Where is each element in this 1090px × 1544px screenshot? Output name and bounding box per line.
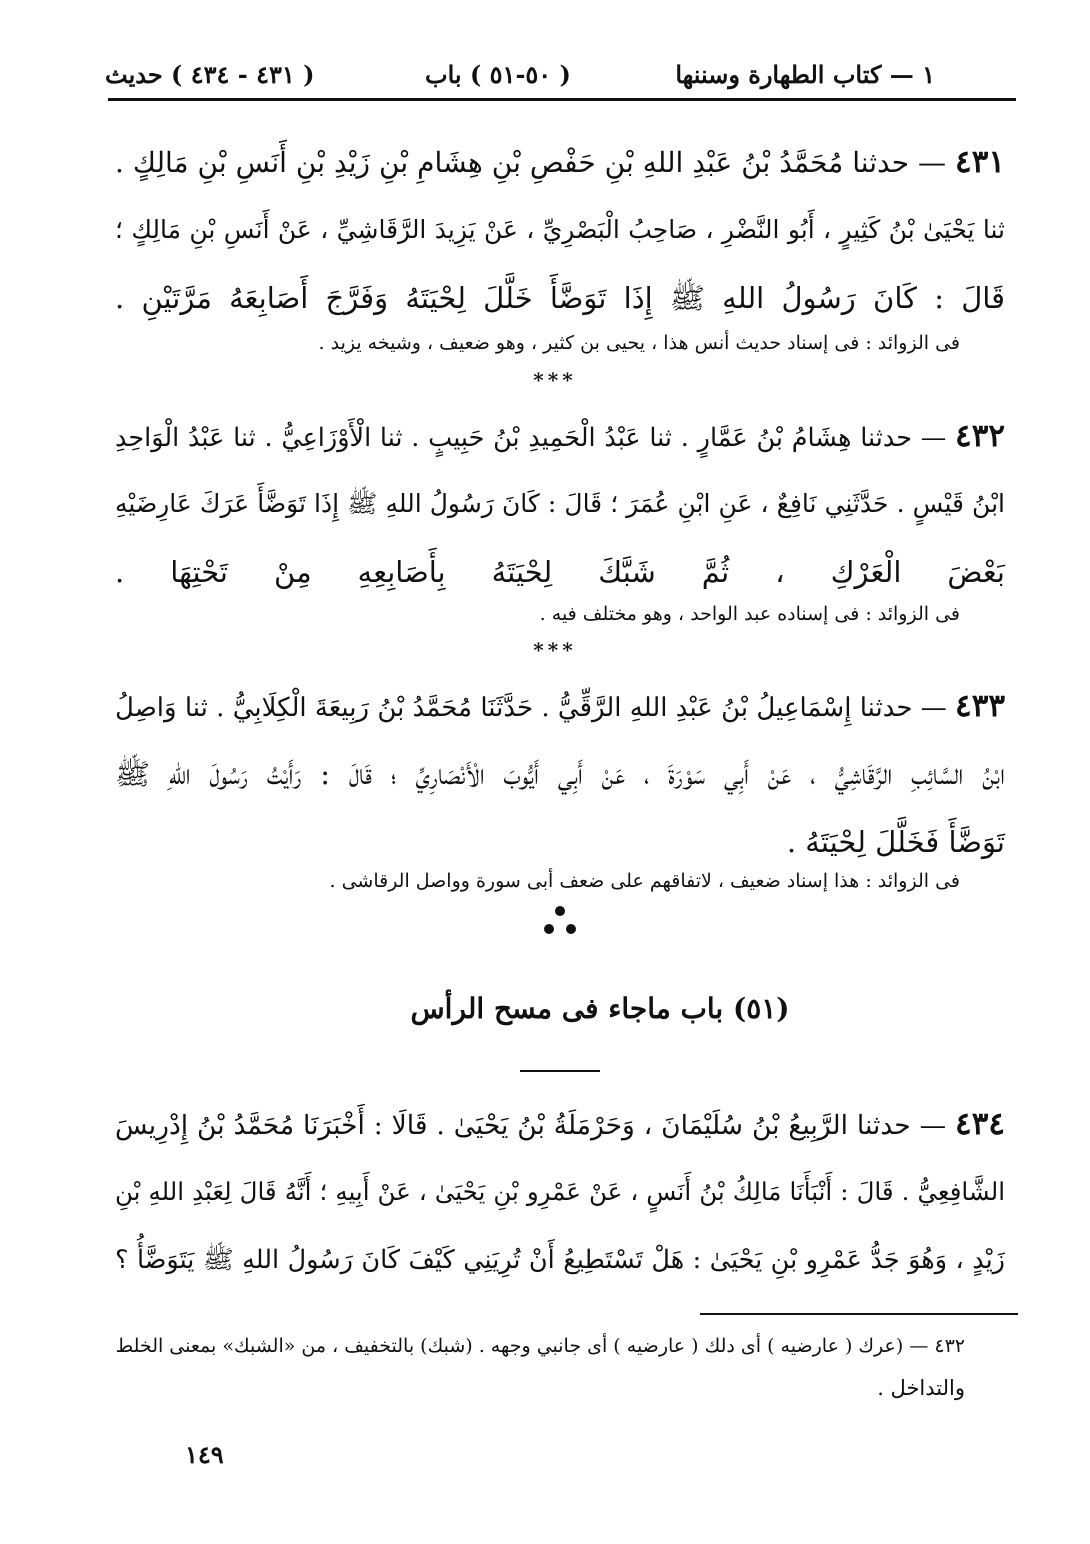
hadith-number: ٤٣١ — [955, 144, 1005, 180]
hadith-line: — حدثنا إِسْمَاعِيلُ بْنُ عَبْدِ اللهِ الرَّقِّيُّ . حَدَّثَنَا مُحَمَّدُ بْنُ رَبِيعَةَ الْكِلَابِيُّ . ثنا وَاصِلُ — [115, 693, 947, 723]
hadith-432 — [115, 402, 1005, 606]
hadith-line: — حدثنا هِشَامُ بْنُ عَمَّارٍ . ثنا عَبْدُ الْحَمِيدِ بْنُ حَبِيبٍ . ثنا الْأَوْزَاعِيُّ . ثنا عَبْدُ الْوَاحِدِ — [115, 423, 947, 453]
footnote-line: ٤٣٢ — (عرك ( عارضيه ) أى دلك ( عارضيه ) أى جانبي وجهه . (شبك) بالتخفيف ، من «الشبك» بمعنى الخلط — [115, 1335, 965, 1357]
chapter-heading — [300, 992, 900, 1025]
footnote-line: والتداخل . — [877, 1376, 965, 1400]
hadith-line: ابْنُ قَيْسٍ . حَدَّثَنِي نَافِعٌ ، عَنِ ابْنِ عُمَرَ ؛ قَالَ : كَانَ رَسُولُ اللهِ ﷺ إِذَا تَوَضَّأَ عَرَكَ عَارِضَيْهِ — [115, 489, 1005, 518]
hadith-line: — حدثنا الرَّبِيعُ بْنُ سُلَيْمَانَ ، وَحَرْمَلَةُ بْنُ يَحْيَىٰ . قَالَا : أَخْبَرَنَا مُحَمَّدُ بْنُ إِدْرِيسَ — [115, 1110, 947, 1141]
hadith-431 — [115, 128, 1005, 332]
hadith-line: ثنا يَحْيَىٰ بْنُ كَثِيرٍ ، أَبُو النَّضْرِ ، صَاحِبُ الْبَصْرِيِّ ، عَنْ يَزِيدَ الرَّقَاشِيِّ ، عَنْ أَنَسِ بْنِ مَالِكٍ ؛ — [115, 215, 1005, 244]
separator-stars: *** — [533, 638, 577, 662]
page-number: ١٤٩ — [185, 1440, 224, 1469]
zawaid-note-431: فى الزوائد : فى إسناد حديث أنس هذا ، يحيى بن كثير ، وهو ضعيف ، وشيخه يزيد . — [318, 332, 960, 354]
hadith-434 — [115, 1090, 1005, 1294]
hadith-line: تَوَضَّأَ فَخَلَّلَ لِحْيَتَهُ . — [786, 825, 1005, 859]
hadith-line: بَعْضَ الْعَرْكِ ، ثُمَّ شَبَّكَ لِحْيَتَهُ بِأَصَابِعِهِ مِنْ تَحْتِهَا . — [115, 555, 1005, 589]
hadith-number: ٤٣٣ — [955, 688, 1005, 724]
hadith-433 — [115, 672, 1005, 876]
footnote-divider — [700, 1313, 1018, 1315]
hadith-line: ابْنُ السَّائِبِ الرَّقَاشِيُّ ، عَنْ أَبِي سَوْرَةَ ، عَنْ أَبِي أَيُّوبَ الْأَنْصَارِيِّ ؛ قَالَ : رَأَيْتُ رَسُولَ اللهِ ﷺ — [115, 757, 1005, 791]
chapter-title: باب ماجاء فى مسح الرأس — [410, 992, 724, 1025]
header-hadith-range: ( ٤٣١ - ٤٣٤ ) حديث — [105, 60, 315, 89]
hadith-line: الشَّافِعِيُّ . قَالَ : أَنْبَأَنَا مَالِكُ بْنُ أَنَسٍ ، عَنْ عَمْرِو بْنِ يَحْيَىٰ ، عَنْ أَبِيهِ ؛ أَنَّهُ قَالَ لِعَبْدِ اللهِ بْنِ — [115, 1177, 1005, 1206]
hadith-number: ٤٣٢ — [955, 418, 1005, 454]
section-ornament — [530, 900, 590, 950]
chapter-number: (٥١) — [732, 992, 790, 1025]
header-chapter-range: ( ٥٠-٥١ ) باب — [425, 60, 571, 89]
hadith-line: زَيْدٍ ، وَهُوَ جَدُّ عَمْرِو بْنِ يَحْيَىٰ : هَلْ تَسْتَطِيعُ أَنْ تُرِيَنِي كَيْفَ كَانَ رَسُولُ اللهِ ﷺ يَتَوَضَّأُ ؟ — [115, 1245, 1005, 1275]
hadith-line: قَالَ : كَانَ رَسُولُ اللهِ ﷺ إِذَا تَوَضَّأَ خَلَّلَ لِحْيَتَهُ وَفَرَّجَ أَصَابِعَهُ مَرَّتَيْنِ . — [115, 281, 1005, 315]
zawaid-note-432: فى الزوائد : فى إسناده عبد الواحد ، وهو مختلف فيه . — [539, 603, 960, 625]
separator-stars: *** — [533, 368, 577, 392]
zawaid-note-433: فى الزوائد : هذا إسناد ضعيف ، لاتفاقهم على ضعف أبى سورة وواصل الرقاشى . — [329, 870, 960, 892]
hadith-number: ٤٣٤ — [955, 1106, 1005, 1142]
running-header — [105, 56, 935, 96]
chapter-divider — [520, 1070, 600, 1072]
footnote — [105, 1325, 965, 1409]
header-divider — [108, 98, 1016, 101]
header-book-title: ١ — كتاب الطهارة وسننها — [675, 60, 935, 89]
hadith-line: — حدثنا مُحَمَّدُ بْنُ عَبْدِ اللهِ بْنِ حَفْصِ بْنِ هِشَامِ بْنِ زَيْدِ بْنِ أَنَسِ بْنِ مَالِكٍ . — [115, 146, 947, 179]
